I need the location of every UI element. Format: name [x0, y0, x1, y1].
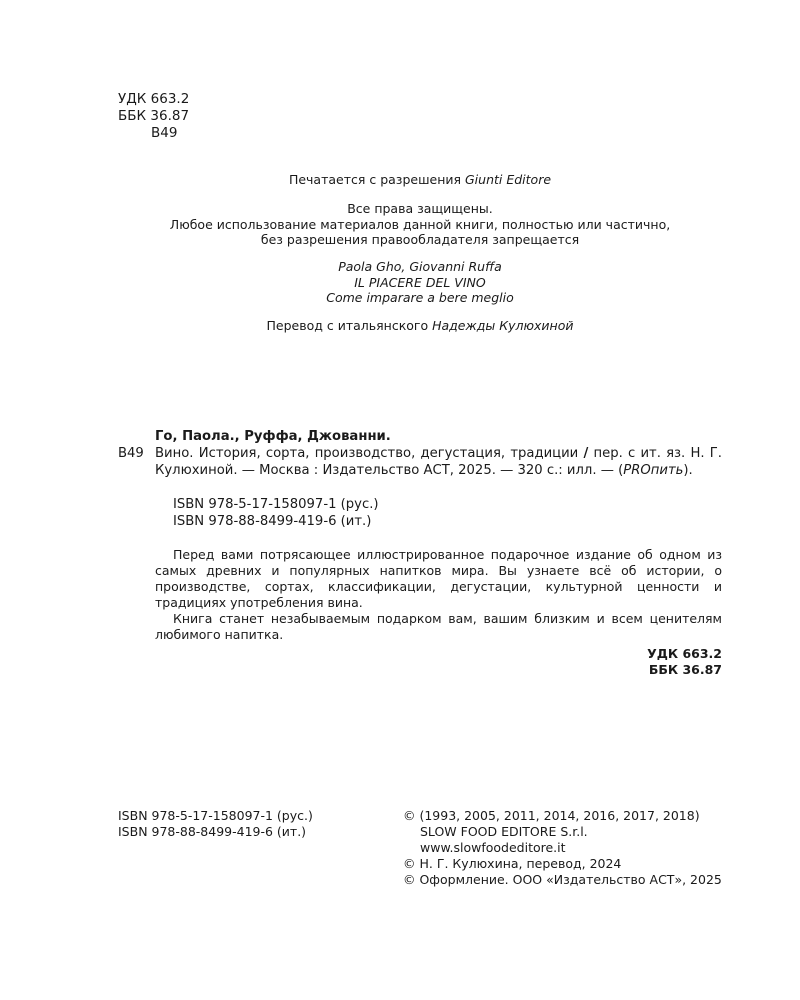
bibliographic-entry [118, 445, 722, 479]
isbn-list [118, 496, 722, 530]
original-authors: Paola Gho, Giovanni Ruffa [338, 259, 502, 274]
copyright-design: © Оформление. ООО «Издательство АСТ», 2025 [403, 872, 722, 887]
original-title: IL PIACERE DEL VINO [354, 274, 486, 290]
permission-notice [100, 172, 740, 188]
copyright-holder: SLOW FOOD EDITORE S.r.l. [420, 824, 588, 839]
annotation-paragraph: Перед вами потрясающее иллюстрированное подарочное издание об одном из самых древних и популярных напитков мира. Вы узнаете всё об истории, о производстве, сортах, классификации, дегустации, культурной ценности и традициях употребления вина. [155, 547, 722, 610]
bibliographic-description [155, 445, 722, 479]
rights-notice [100, 201, 740, 248]
permission-text: Печатается с разрешения [288, 172, 465, 187]
isbn-it: ISBN 978-88-8499-419-6 (ит.) [173, 514, 372, 529]
bibliographic-record [118, 428, 722, 678]
permission-publisher: Giunti Editore [465, 172, 552, 187]
bottom-isbn-block [118, 808, 313, 840]
copyright-translation: © Н. Г. Кулюхина, перевод, 2024 [403, 856, 622, 871]
description-slash: / [583, 446, 589, 461]
bottom-isbn-it: ISBN 978-88-8499-419-6 (ит.) [118, 824, 307, 839]
description-end: ). [683, 463, 693, 478]
final-classification-codes [118, 646, 722, 678]
original-subtitle: Come imparare a bere meglio [326, 290, 514, 305]
translation-text: Перевод с итальянского [266, 318, 433, 333]
classification-codes [118, 91, 189, 142]
final-udk: УДК 663.2 [647, 646, 722, 661]
annotation-paragraph: Книга станет незабываемым подарком вам, вашим близким и всем ценителям любимого напитка. [155, 611, 722, 642]
description-part1: Вино. История, сорта, производство, дегустация, традиции [155, 446, 584, 461]
series-name: PROпить [623, 463, 684, 478]
author-mark: В49 [151, 125, 178, 141]
publisher-website: www.slowfoodeditore.it [420, 840, 566, 855]
author-heading: Го, Паола., Руффа, Джованни. [155, 429, 391, 444]
final-bbk: ББК 36.87 [648, 662, 722, 677]
udk-code: УДК 663.2 [118, 91, 190, 107]
isbn-ru: ISBN 978-5-17-158097-1 (рус.) [173, 497, 379, 512]
copyright-original: © (1993, 2005, 2011, 2014, 2016, 2017, 2018) [403, 808, 700, 823]
translation-credit [100, 318, 740, 334]
bbk-code: ББК 36.87 [118, 108, 190, 124]
rights-line: Все права защищены. [347, 201, 493, 216]
description-part2: пер. с ит. яз. Н. Г. Кулюхиной. — Москва : Издательство АСТ, 2025. — 320 с.: илл. — ( [155, 446, 722, 478]
rights-line: без разрешения правообладателя запрещается [260, 232, 580, 247]
original-edition [100, 259, 740, 306]
translator-name: Надежды Кулюхиной [432, 318, 574, 333]
copyright-block [403, 808, 722, 888]
bottom-isbn-ru: ISBN 978-5-17-158097-1 (рус.) [118, 808, 313, 823]
annotation [118, 547, 722, 643]
entry-code: В49 [118, 446, 144, 461]
rights-line: Любое использование материалов данной книги, полностью или частично, [169, 216, 671, 232]
